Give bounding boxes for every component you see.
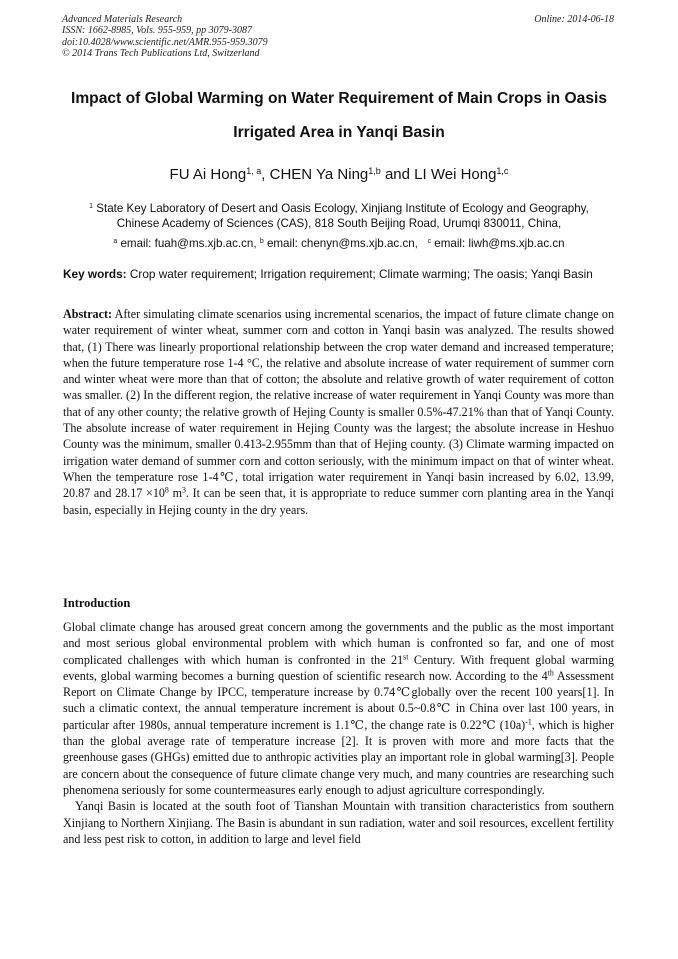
affiliation-number: 1 [89,203,94,211]
author-affiliation-mark: 1,b [368,166,381,177]
abstract-text-end: . It can be seen that, it is appropriate to reduce summer corn planting area in the Yanqi basin, especially in Hejing county in the dry years. [63,486,614,517]
author-name: LI Wei Hong [414,166,497,183]
keywords [63,266,614,283]
exponent-superscript: -1 [525,717,532,727]
section-heading-introduction: Introduction [63,596,131,610]
paper-title-line-2: Irrigated Area in Yanqi Basin [233,124,445,141]
paragraph-text: Global climate change has aroused great concern among the governments and the public as the most important and most serious global environmental problem with which human is confronted so far, and one of most complicated challenges with which human is confronted in the 21 [63,620,614,667]
ordinal-superscript: st [403,652,409,662]
paragraph-text: Century. With frequent global warming events, global warming becomes a burning question of scientific research now. According to the 4 [63,652,614,683]
author-affiliation-mark: 1,c [496,166,509,177]
email-mark: b [259,238,264,246]
email-mark: a [113,238,118,246]
author-affiliation-mark: 1, a [246,166,262,177]
journal-name: Advanced Materials Research [62,14,183,25]
paragraph [63,619,614,798]
abstract-unit: m [168,486,182,501]
abstract-label: Abstract: [63,307,113,321]
journal-header [62,14,614,60]
abstract-superscript: 8 [164,485,169,495]
author-separator: and [380,166,415,183]
paragraph: Yanqi Basin is located at the south foot of Tianshan Mountain with transition characteristics from southern Xinjiang to Northern Xinjiang. The Basin is abundant in sun radiation, water and soil resources, excellent fertility and less pest risk to cotton, in addition to large and level field [63,799,614,846]
email-li: email: liwh@ms.xjb.ac.cn [434,237,565,250]
affiliation-line-1 [40,202,638,215]
author-list [40,166,638,183]
email-mark: c [427,238,432,246]
paper-title-line-1: Impact of Global Warming on Water Requirement of Main Crops in Oasis [70,90,608,107]
email-chen: email: chenyn@ms.xjb.ac.cn, [266,237,418,250]
ordinal-superscript: th [547,668,554,678]
journal-doi: doi:10.4028/www.scientific.net/AMR.955-959.3079 [62,36,268,48]
keywords-label: Key words: [63,267,127,281]
paragraph-text: Assessment Report on Climate Change by IPCC, temperature increase by 0.74℃globally over the recent 100 years[1]. In such a climatic context, the annual temperature increment is about 0.5~0.8℃ in China over last 100 years, in particular after 1980s, annual temperature increment is 1.1℃, the change rate is 0.22℃ (10a) [63,668,614,732]
email-line [40,237,638,250]
paragraph-text: , which is higher than the global average rate of temperature increase [2]. It is proven with more and more facts that the greenhouse gases (GHGs) emitted due to anthropic activities play an important role in global warming[3]. People are concern about the consequence of future climate change very much, and many countries are researching such phenomena seriously for some countermeasures early enough to adjust agriculture correspondingly. [63,717,614,797]
affiliation-line-2: Chinese Academy of Sciences (CAS), 818 South Beijing Road, Urumqi 830011, China, [116,217,562,230]
abstract [63,306,614,518]
author-name: CHEN Ya Ning [269,166,369,183]
email-fu: email: fuah@ms.xjb.ac.cn, [120,237,257,250]
journal-issn: ISSN: 1662-8985, Vols. 955-959, pp 3079-3087 [62,25,252,37]
introduction-body [63,619,614,847]
abstract-superscript: 3 [181,485,186,495]
online-date: Online: 2014-06-18 [534,14,614,25]
affiliation-text: State Key Laboratory of Desert and Oasis Ecology, Xinjiang Institute of Ecology and Geography, [96,202,589,215]
keywords-text: Crop water requirement; Irrigation requirement; Climate warming; The oasis; Yanqi Basin [129,267,593,281]
author-separator: , [261,166,270,183]
journal-copyright: © 2014 Trans Tech Publications Ltd, Switzerland [62,48,260,60]
author-name: FU Ai Hong [169,166,247,183]
abstract-text: After simulating climate scenarios using incremental scenarios, the impact of future climate change on water requirement of winter wheat, summer corn and cotton in Yanqi basin was analyzed. The results showed that, (1) There was linearly proportional relationship between the crop water demand and increased temperature; when the future temperature rose 1-4 °C, the relative and absolute increase of water requirement of summer corn and winter wheat were more than that of cotton; the absolute and relative growth of water requirement of cotton was smaller. (2) In the different region, the relative increase of water requirement in Yanqi County was more than that of any other county; the relative growth of Hejing County is smaller 0.5%-47.21% than that of Yanqi County. The absolute increase of water requirement in Hejing County was the largest; the absolute increase in Heshuo County was the minimum, smaller 0.413-2.955mm than that of Hejing county. (3) Climate warming impacted on irrigation water demand of summer corn and cotton seriously, with the minimum impact on that of winter wheat. When the temperature rose 1-4℃, total irrigation water requirement in Yanqi basin increased by 6.02, 13.99, 20.87 and 28.17 ×10 [63,307,614,501]
